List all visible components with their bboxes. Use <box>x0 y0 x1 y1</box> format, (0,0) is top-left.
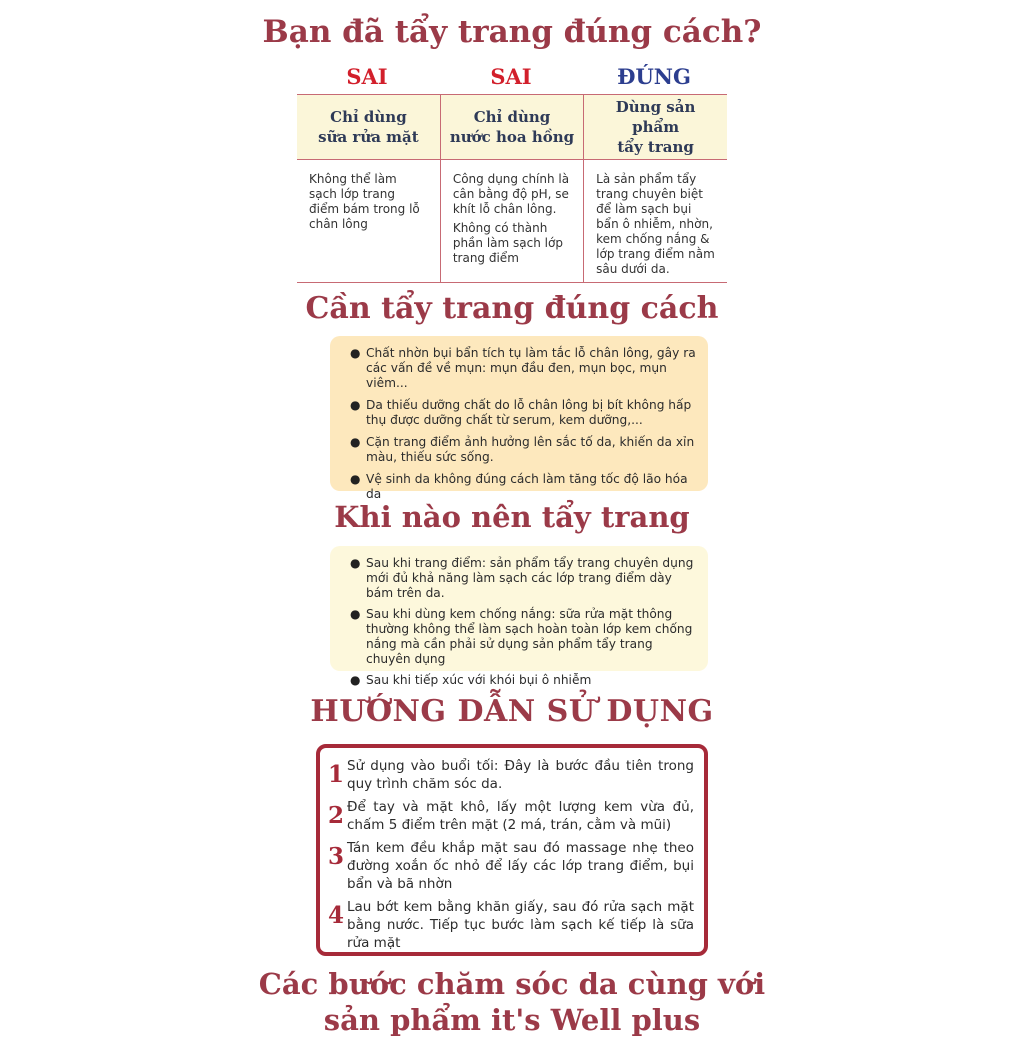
header-line: tẩy trang <box>617 138 694 156</box>
bullet-icon: ● <box>350 556 361 570</box>
cell-toner <box>440 160 583 283</box>
header-line: nước hoa hồng <box>449 128 575 146</box>
comparison-body-row <box>297 160 727 283</box>
column-header-cleanser <box>297 95 440 160</box>
section-title-usage: HƯỚNG DẪN SỬ DỤNG <box>310 694 714 729</box>
cell-text: Công dụng chính là cân bằng độ pH, se khít lỗ chân lông. <box>452 172 570 216</box>
cell-cleanser <box>297 160 440 283</box>
step-text: Để tay và mặt khô, lấy một lượng kem vừa đủ, chấm 5 điểm trên mặt (2 má, trán, cằm và mũi) <box>347 799 694 833</box>
section-title-why: Cần tẩy trang đúng cách <box>305 291 719 326</box>
cell-remover <box>584 160 727 283</box>
bullet-icon: ● <box>350 472 361 486</box>
list-item <box>342 398 696 428</box>
verdict-wrong-1: SAI <box>346 64 388 89</box>
column-header-toner <box>440 95 583 160</box>
step-number: 4 <box>328 902 345 929</box>
verdict-wrong-2: SAI <box>490 64 532 89</box>
header-line: Dùng sản phẩm <box>615 98 696 136</box>
header-line: sữa rửa mặt <box>318 128 419 146</box>
list-item-text: Cặn trang điểm ảnh hưởng lên sắc tố da, khiến da xỉn màu, thiếu sức sống. <box>366 435 695 464</box>
list-item <box>342 556 696 601</box>
when-box <box>330 546 708 687</box>
usage-steps-box <box>316 744 708 956</box>
comparison-table <box>297 94 727 283</box>
title-line: sản phẩm it's Well plus <box>323 1003 701 1037</box>
list-item-text: Sau khi trang điểm: sản phẩm tẩy trang chuyên dụng mới đủ khả năng làm sạch các lớp trang điểm dày bám trên da. <box>366 556 694 600</box>
step-number: 2 <box>328 802 345 829</box>
title-line: Các bước chăm sóc da cùng với <box>258 967 766 1001</box>
usage-step <box>328 898 694 952</box>
list-item-text: Da thiếu dưỡng chất do lỗ chân lông bị bít không hấp thụ được dưỡng chất từ serum, kem dưỡng,... <box>366 398 692 427</box>
list-item <box>342 673 696 688</box>
page-title: Bạn đã tẩy trang đúng cách? <box>262 14 762 50</box>
cell-text: Là sản phẩm tẩy trang chuyên biệt để làm sạch bụi bẩn ô nhiễm, nhờn, kem chống nắng & lớp trang điểm nằm sâu dưới da. <box>596 172 715 276</box>
usage-step <box>328 839 694 893</box>
usage-step <box>328 757 694 793</box>
bullet-icon: ● <box>350 398 361 412</box>
bullet-icon: ● <box>350 346 361 360</box>
list-item-text: Chất nhờn bụi bẩn tích tụ làm tắc lỗ chân lông, gây ra các vấn đề về mụn: mụn đầu đen, mụn bọc, mụn viêm... <box>366 346 696 390</box>
step-number: 1 <box>328 761 345 788</box>
reasons-box <box>330 336 708 501</box>
list-item-text: Sau khi dùng kem chống nắng: sữa rửa mặt thông thường không thể làm sạch hoàn toàn lớp kem chống nắng mà cần phải sử dụng sản phẩm tẩy trang chuyên dụng <box>366 607 693 666</box>
step-number: 3 <box>328 843 345 870</box>
list-item <box>342 472 696 502</box>
section-title-when: Khi nào nên tẩy trang <box>334 500 690 534</box>
verdict-right: ĐÚNG <box>617 64 691 89</box>
step-text: Sử dụng vào buổi tối: Đây là bước đầu tiên trong quy trình chăm sóc da. <box>347 758 694 792</box>
list-item-text: Vệ sinh da không đúng cách làm tăng tốc độ lão hóa da <box>366 472 688 501</box>
bullet-icon: ● <box>350 607 361 621</box>
section-title-routine <box>0 966 1024 1038</box>
step-text: Tán kem đều khắp mặt sau đó massage nhẹ theo đường xoắn ốc nhỏ để lấy các lớp trang điểm, bụi bẩn và bã nhờn <box>347 840 694 892</box>
list-item-text: Sau khi tiếp xúc với khói bụi ô nhiễm <box>366 673 592 687</box>
step-text: Lau bớt kem bằng khăn giấy, sau đó rửa sạch mặt bằng nước. Tiếp tục bước làm sạch kế tiếp là sữa rửa mặt <box>347 899 694 951</box>
cell-text: Không có thành phần làm sạch lớp trang điểm <box>452 221 563 265</box>
header-line: Chỉ dùng <box>473 108 551 126</box>
column-header-remover <box>584 95 727 160</box>
cell-text: Không thể làm sạch lớp trang điểm bám trong lỗ chân lông <box>309 172 420 231</box>
usage-step <box>328 798 694 834</box>
bullet-icon: ● <box>350 673 361 687</box>
list-item <box>342 435 696 465</box>
bullet-icon: ● <box>350 435 361 449</box>
comparison-header-row <box>297 95 727 160</box>
list-item <box>342 607 696 667</box>
list-item <box>342 346 696 391</box>
header-line: Chỉ dùng <box>330 108 407 126</box>
